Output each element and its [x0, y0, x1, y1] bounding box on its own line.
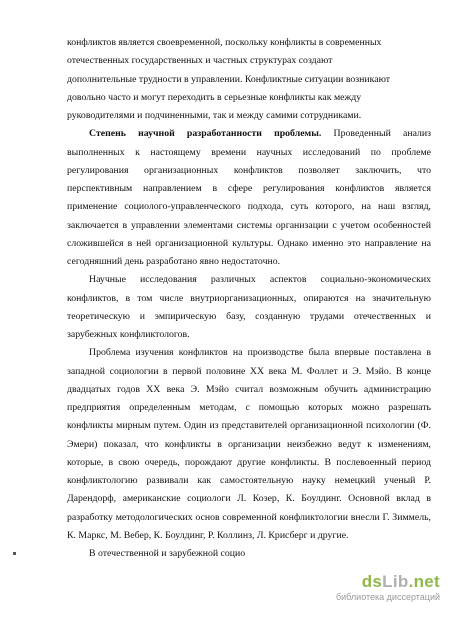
margin-mark — [13, 552, 16, 555]
watermark-logo: dsLib.net — [361, 572, 440, 591]
document-page — [67, 34, 431, 563]
paragraph-3: Научные исследования различных аспектов социально-экономических конфликтов, в том числе внутриорганизационных, опираются на значительную теоретическую и эмпирическую базу, созданную трудами отечественных и зарубежных конфликтологов. — [67, 274, 431, 340]
paragraph-1-line-1: конфликтов является своевременной, поскольку конфликты в современных — [67, 37, 382, 48]
paragraph-1-line-4: довольно часто и могут переходить в серьезные конфликты как между — [67, 91, 362, 103]
watermark — [330, 572, 440, 612]
section-heading: Степень научной разработанности проблемы. — [89, 128, 322, 140]
paragraph-1-line-2: отечественных государственных и частных структурах создают — [67, 55, 333, 67]
paragraph-4: Проблема изучения конфликтов на производстве была впервые поставлена в западной социологии в первой половине XX века М. Фоллет и Э. Мэйо. В конце двадцатых годов XX века Э. Мэйо считал возможным обучить администрацию предприятия определенным методам, с помощью которых можно разрешать конфликты мирным путем. Один из представителей организационной психологии (Ф. Эмери) показал, что конфликты в организации неизбежно ведут к изменениям, которые, в свою очередь, порождают другие конфликты. В послевоенный период конфликтологию развивали как самостоятельную науку немецкий ученый Р. Дарендорф, американские социологи Л. Козер, К. Боулдинг. Основной вклад в разработку методологических основ современной конфликтологии внесли Г. Зиммель, К. Маркс, М. Вебер, К. Боулдинг, Р. Коллинз, Л. Крисберг и другие. — [67, 347, 431, 541]
watermark-subtitle: библиотека диссертаций — [335, 592, 440, 602]
paragraph-5: В отечественной и зарубежной социо — [89, 548, 246, 559]
paragraph-2 — [67, 125, 431, 271]
paragraph-1-line-3: дополнительные трудности в управлении. Конфликтные ситуации возникают — [67, 73, 391, 85]
paragraph-1-line-5: руководителями и подчиненными, так и между самими сотрудниками. — [67, 110, 362, 121]
paragraph-2-text: Проведенный анализ выполненных к настоящему времени научных исследований по проблеме регулирования организационных конфликтов позволяет заключить, что перспективным направлением в сфере регулирования конфликтов является применение социолого-управленческого подхода, суть которого, на наш взгляд, заключается в управлении элементами системы организации с учетом особенностей сложившейся в ней организационной культуры. Однако именно это направление на сегодняшний день разработано явно недостаточно. — [67, 128, 432, 267]
